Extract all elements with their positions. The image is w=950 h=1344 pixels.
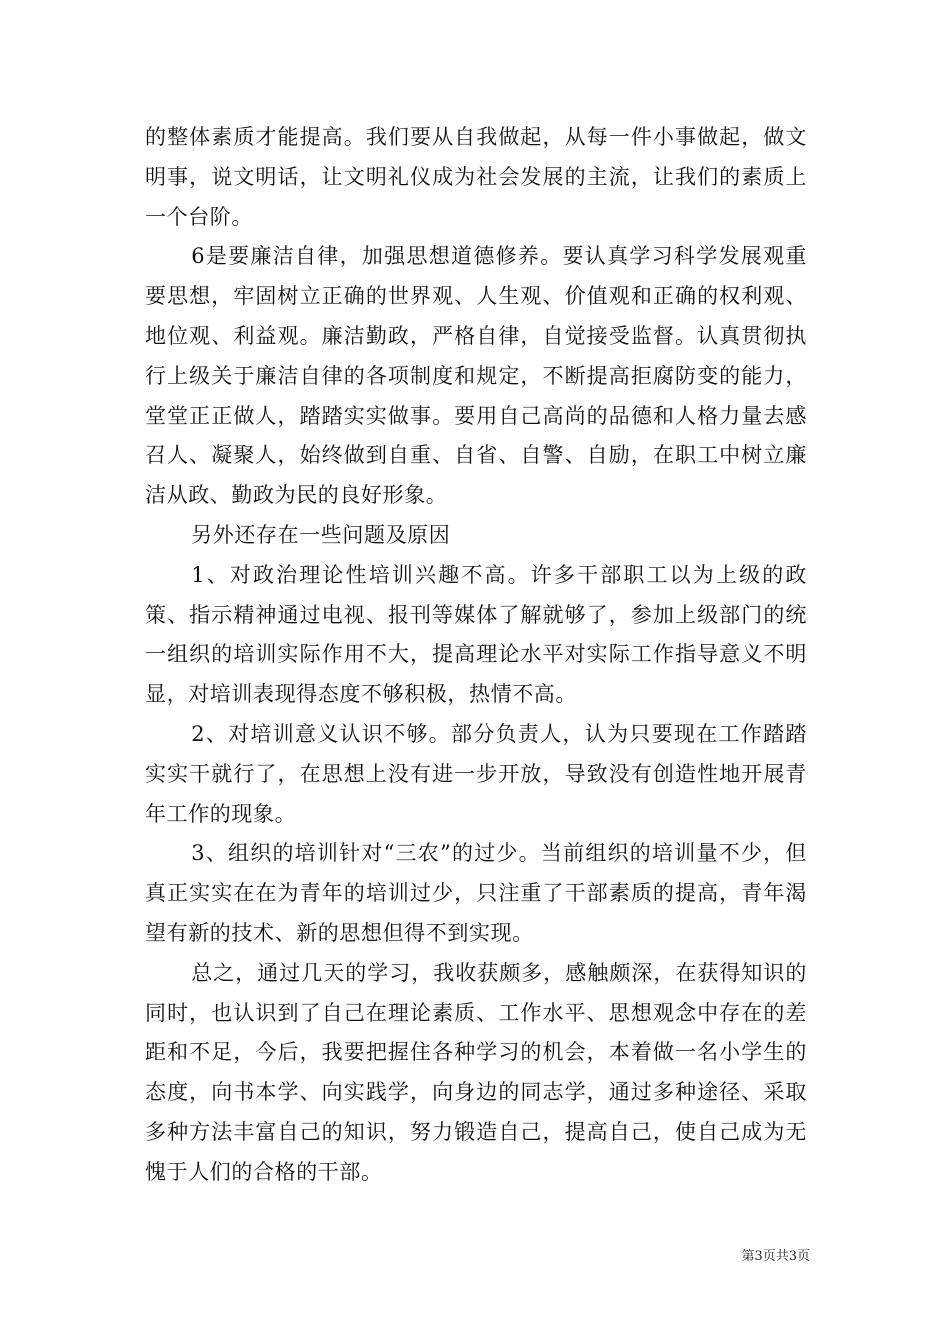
page-number-footer: 第3页共3页: [741, 1249, 810, 1264]
paragraph-problem-2: 2、对培训意义认识不够。部分负责人，认为只要现在工作踏踏实实干就行了，在思想上没有进一步开放，导致没有创造性地开展青年工作的现象。: [145, 721, 807, 826]
paragraph-problem-3: 3、组织的培训针对“三农”的过少。当前组织的培训量不少，但真正实实在在为青年的培训过少，只注重了干部素质的提高，青年渴望有新的技术、新的思想但得不到实现。: [145, 841, 807, 945]
paragraph-integrity: 6是要廉洁自律，加强思想道德修养。要认真学习科学发展观重要思想，牢固树立正确的世界观、人生观、价值观和正确的权利观、地位观、利益观。廉洁勤政，严格自律，自觉接受监督。认真贯彻执行上级关于廉洁自律的各项制度和规定，不断提高拒腐防变的能力，堂堂正正做人，踏踏实实做事。要用自己高尚的品德和人格力量去感召人、凝聚人，始终做到自重、自省、自警、自励，在职工中树立廉洁从政、勤政为民的良好形象。: [145, 244, 807, 508]
document-body: [145, 118, 807, 1193]
paragraph-problems-heading: 另外还存在一些问题及原因: [191, 522, 451, 547]
paragraph-problem-1: 1、对政治理论性培训兴趣不高。许多干部职工以为上级的政策、指示精神通过电视、报刊等媒体了解就够了，参加上级部门的统一组织的培训实际作用不大，提高理论水平对实际工作指导意义不明显，对培训表现得态度不够积极，热情不高。: [145, 562, 807, 707]
paragraph-continued: 的整体素质才能提高。我们要从自我做起，从每一件小事做起，做文明事，说文明话，让文明礼仪成为社会发展的主流，让我们的素质上一个台阶。: [145, 125, 807, 229]
paragraph-conclusion: 总之，通过几天的学习，我收获颇多，感触颇深，在获得知识的同时，也认识到了自己在理论素质、工作水平、思想观念中存在的差距和不足，今后，我要把握住各种学习的机会，本着做一名小学生的态度，向书本学、向实践学，向身边的同志学，通过多种途径、采取多种方法丰富自己的知识，努力锻造自己，提高自己，使自己成为无愧于人们的合格的干部。: [145, 960, 807, 1184]
